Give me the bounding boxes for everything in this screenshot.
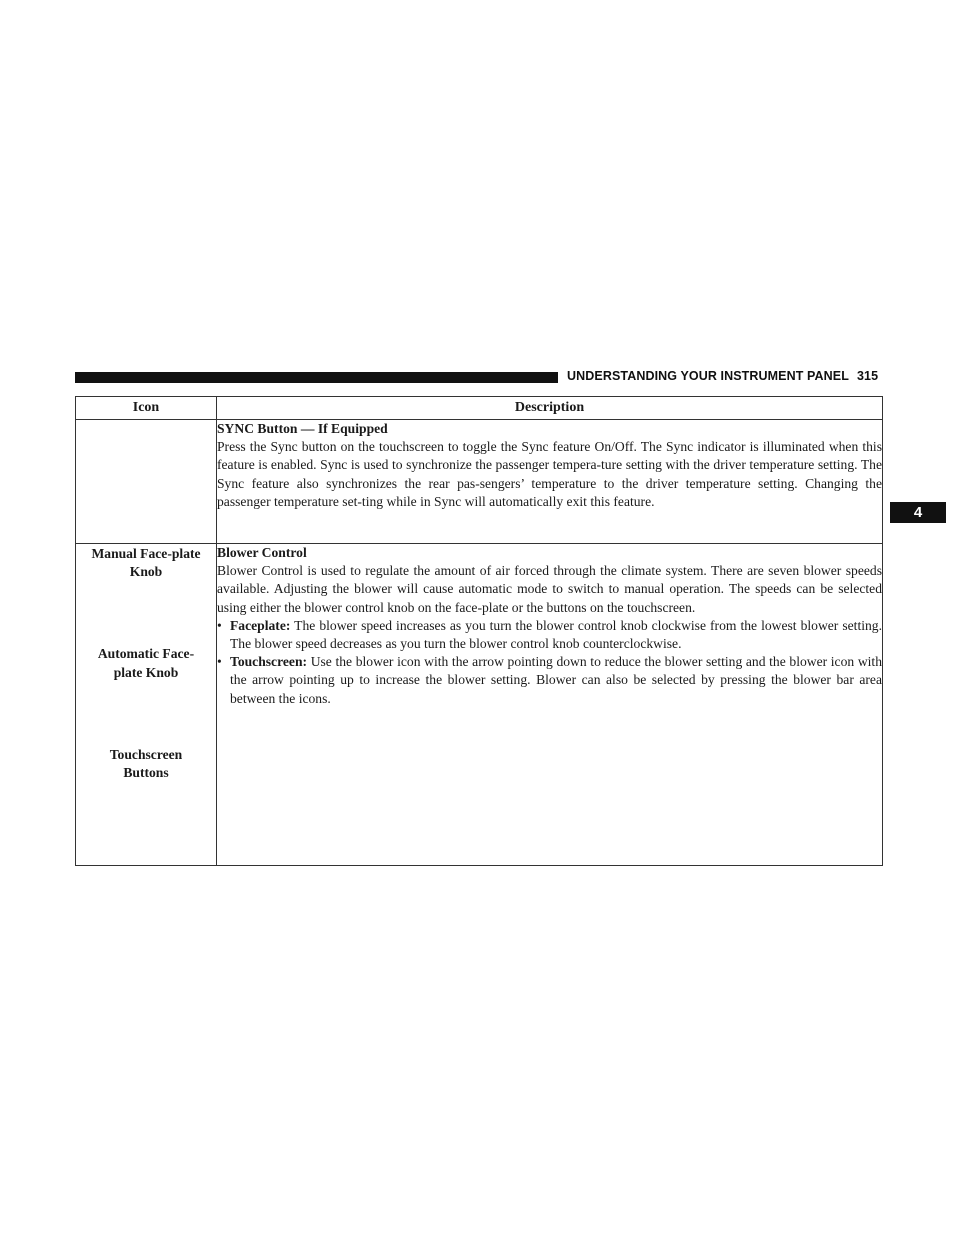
column-header-icon: Icon: [76, 397, 217, 420]
chapter-tab: 4: [890, 502, 946, 523]
icon-label-automatic-faceplate-knob: Automatic Face-plate Knob: [97, 646, 195, 680]
bullet-item-faceplate: [217, 617, 882, 653]
bullet-text-faceplate: The blower speed increases as you turn the blower control knob clockwise from the lowest blower setting. The blower speed decreases as you turn the blower control knob counterclockwise.: [230, 617, 882, 652]
sync-title: SYNC Button — If Equipped: [217, 421, 388, 436]
table-row-sync: [76, 420, 883, 544]
icon-label-manual-faceplate-knob: Manual Face-plate Knob: [91, 546, 201, 580]
column-header-description: Description: [217, 397, 883, 420]
running-header: [567, 369, 878, 383]
description-cell-blower: [217, 544, 883, 866]
bullet-icon: •: [217, 617, 222, 633]
table-row-blower: [76, 544, 883, 866]
header-rule: [75, 372, 558, 383]
table-header-row: [76, 397, 883, 420]
sync-paragraph: Press the Sync button on the touchscreen to toggle the Sync feature On/Off. The Sync indicator is illuminated when this feature is enabled. Sync is used to synchronize the passenger tempera-ture setting with the driver temperature setting. The Sync feature also synchronizes the rear pas-sengers’ temperature to the driver temperature setting. Changing the passenger temperature set-ting while in Sync will automatically exit this feature.: [217, 439, 882, 509]
icon-cell-sync: [76, 420, 217, 544]
section-title: UNDERSTANDING YOUR INSTRUMENT PANEL: [567, 369, 849, 383]
blower-title: Blower Control: [217, 545, 307, 560]
blower-paragraph: Blower Control is used to regulate the amount of air forced through the climate system. There are seven blower speeds available. Adjusting the blower will cause automatic mode to switch to manual operation. The speeds can be selected using either the blower control knob on the face-plate or the buttons on the touchscreen.: [217, 563, 882, 615]
bullet-item-touchscreen: [217, 653, 882, 708]
bullet-term-faceplate: Faceplate:: [230, 617, 291, 633]
icon-cell-blower: [76, 544, 217, 866]
icon-label-touchscreen-buttons: Touchscreen Buttons: [109, 746, 183, 781]
bullet-text-touchscreen: Use the blower icon with the arrow pointing down to reduce the blower setting and the blower icon with the arrow pointing up to increase the blower setting. Blower can also be selected by pressing the blower bar area between the icons.: [230, 654, 882, 706]
bullet-term-touchscreen: Touchscreen:: [230, 654, 308, 670]
description-cell-sync: [217, 420, 883, 544]
icon-description-table: [75, 396, 883, 866]
bullet-icon: •: [217, 654, 222, 670]
page-number: 315: [856, 369, 879, 383]
